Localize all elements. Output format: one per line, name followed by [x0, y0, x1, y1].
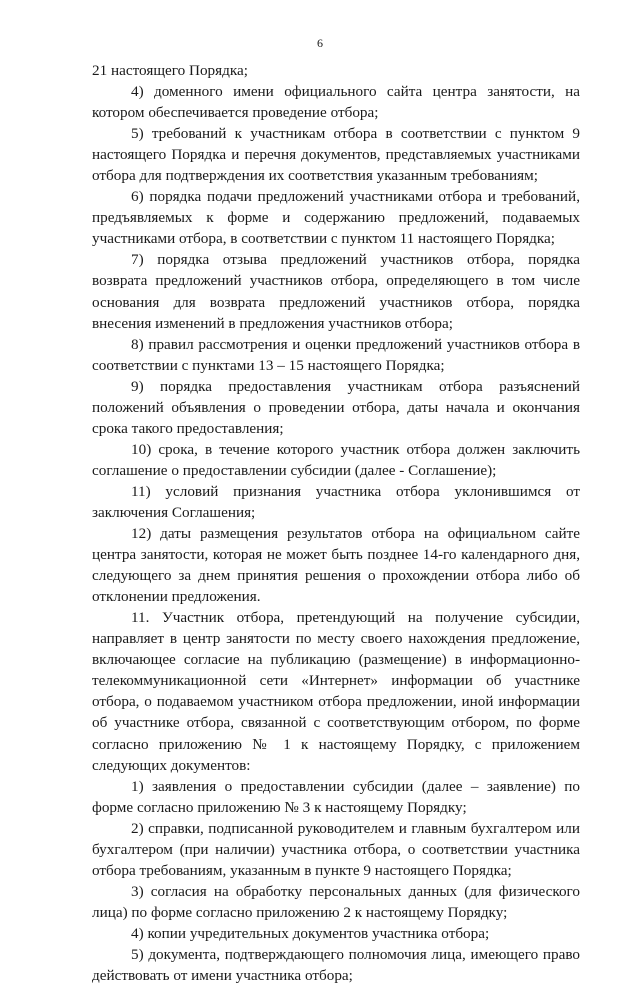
- paragraph-item-6: 6) порядка подачи предложений участниками отбора и требований, предъявляемых к форме и содержанию предложений, подаваемых участниками отбора, в соответствии с пунктом 11 настоящего Порядка;: [92, 188, 580, 248]
- paragraph-section-11: 11. Участник отбора, претендующий на получение субсидии, направляет в центр занятости по месту своего нахождения предложение, включающее согласие на публикацию (размещение) в информационно-телекоммуникационной сети «Интернет» информации об участнике отбора, о подаваемом участником отбора предложении, иной информации об участнике отбора, связанной с соответствующим отбором, по форме согласно приложению № 1 к настоящему Порядку, с приложением следующих документов:: [92, 609, 580, 774]
- paragraph-doc-3: 3) согласия на обработку персональных данных (для физического лица) по форме согласно приложению 2 к настоящему Порядку;: [92, 882, 580, 921]
- paragraph-item-4: 4) доменного имени официального сайта центра занятости, на котором обеспечивается проведение отбора;: [92, 83, 580, 122]
- paragraph-doc-5: 5) документа, подтверждающего полномочия лица, имеющего право действовать от имени участника отбора;: [92, 945, 580, 985]
- paragraph-item-8: 8) правил рассмотрения и оценки предложений участников отбора в соответствии с пунктами 13 – 15 настоящего Порядка;: [92, 335, 580, 374]
- paragraph-item-9: 9) порядка предоставления участникам отбора разъяснений положений объявления о проведении отбора, даты начала и окончания срока такого предоставления;: [92, 377, 580, 437]
- paragraph-item-5: 5) требований к участникам отбора в соответствии с пунктом 9 настоящего Порядка и перечня документов, представляемых участниками отбора для подтверждения их соответствия указанным требованиям;: [92, 125, 580, 185]
- paragraph-item-11: 11) условий признания участника отбора уклонившимся от заключения Соглашения;: [92, 482, 580, 521]
- paragraph-doc-4: 4) копии учредительных документов участника отбора;: [131, 924, 490, 942]
- page-number: 6: [317, 36, 323, 50]
- paragraph-item-7: 7) порядка отзыва предложений участников отбора, порядка возврата предложений участников отбора, определяющего в том числе основания для возврата предложений участников отбора, порядка внесения изменений в предложения участников отбора;: [92, 251, 580, 332]
- paragraph-doc-2: 2) справки, подписанной руководителем и главным бухгалтером или бухгалтером (при наличии) участника отбора, о соответствии участника отбора требованиям, указанным в пункте 9 настоящего Порядка;: [92, 819, 580, 879]
- paragraph-doc-1: 1) заявления о предоставлении субсидии (далее – заявление) по форме согласно приложению № 3 к настоящему Порядку;: [92, 777, 580, 816]
- document-body: [92, 60, 580, 986]
- paragraph-continuation: 21 настоящего Порядка;: [92, 62, 248, 79]
- paragraph-item-12: 12) даты размещения результатов отбора на официальном сайте центра занятости, которая не может быть позднее 14-го календарного дня, следующего за днем принятия решения о прохождении отбора либо об отклонении предложения.: [92, 525, 580, 606]
- paragraph-item-10: 10) срока, в течение которого участник отбора должен заключить соглашение о предоставлении субсидии (далее - Соглашение);: [92, 440, 580, 479]
